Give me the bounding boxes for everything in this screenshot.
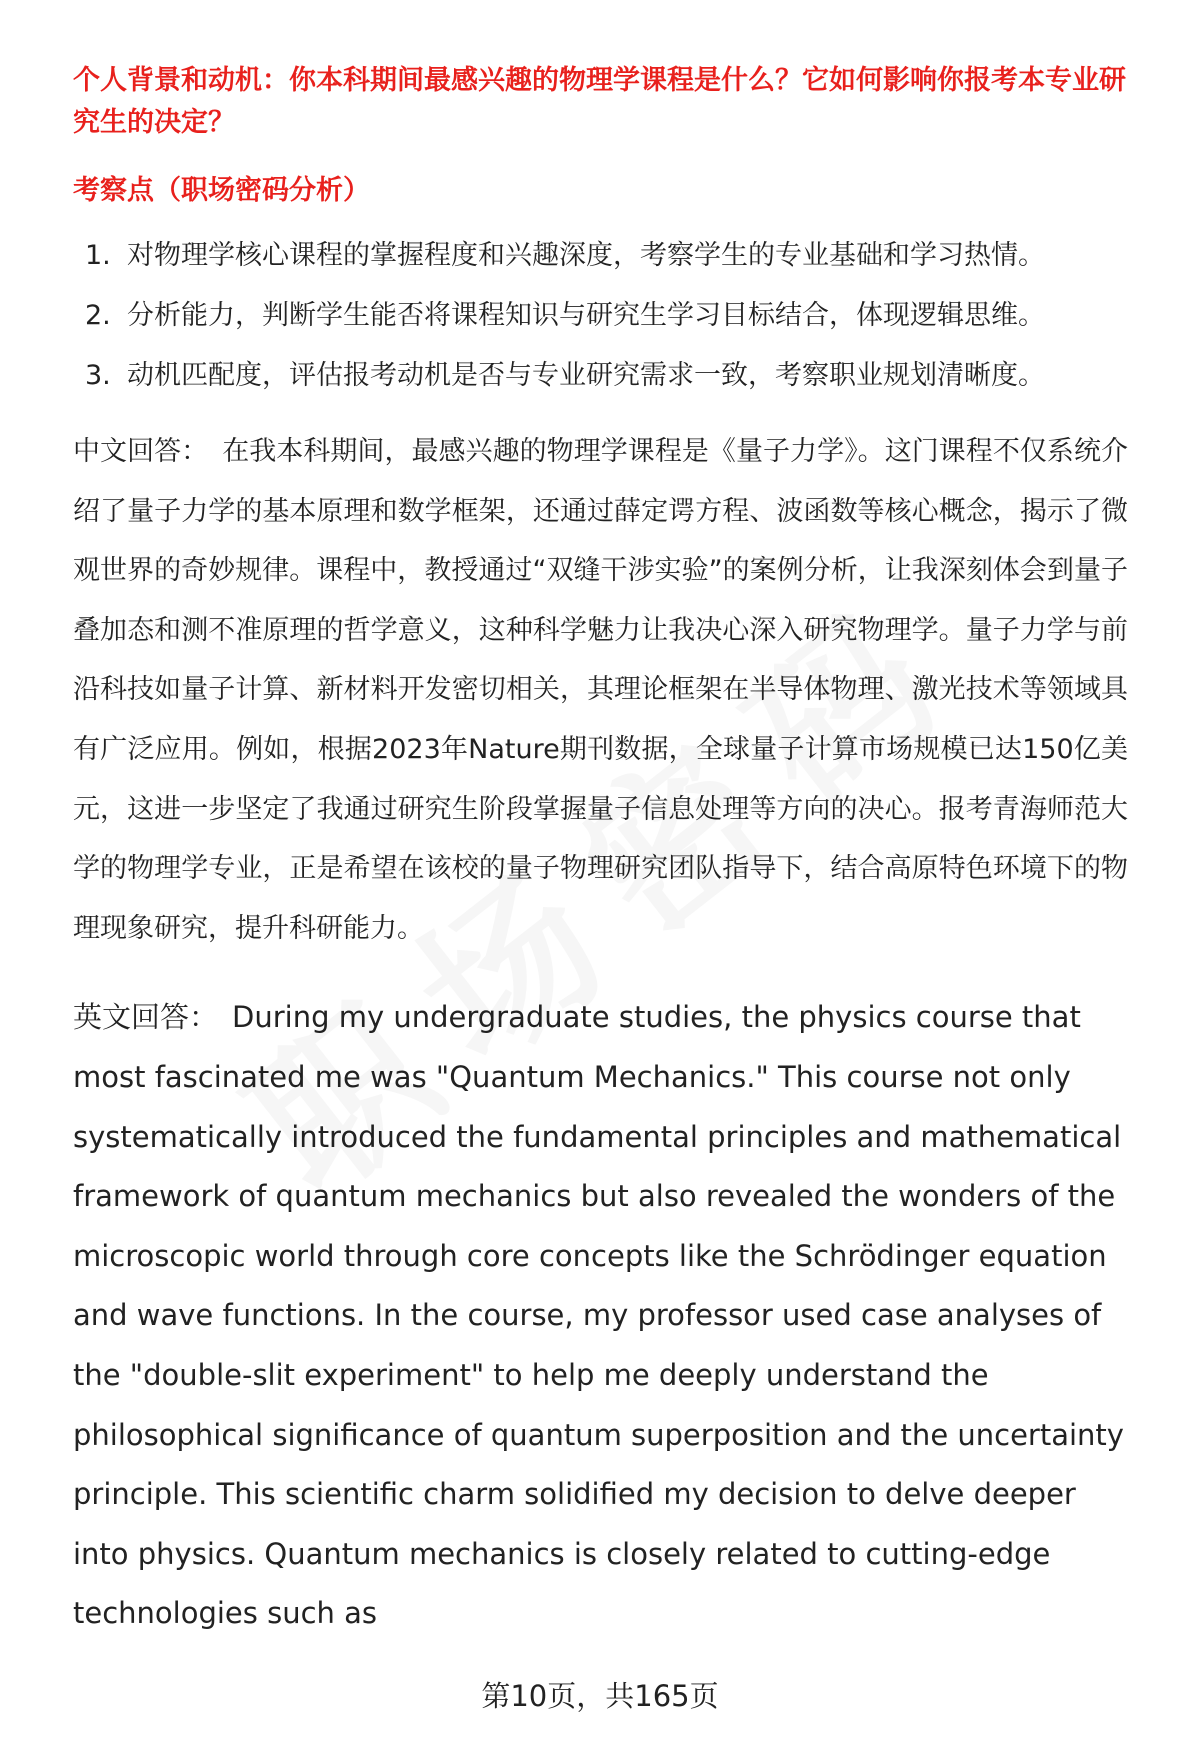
list-item-number: 1. — [85, 240, 111, 271]
assessment-points-list — [73, 234, 1128, 398]
list-item — [85, 234, 1128, 278]
list-item — [85, 354, 1128, 398]
chinese-answer — [73, 422, 1128, 958]
list-item-text: 对物理学核心课程的掌握程度和兴趣深度，考察学生的专业基础和学习热情。 — [127, 240, 1045, 271]
points-heading: 考察点（职场密码分析） — [73, 175, 370, 206]
english-answer-text: During my undergraduate studies, the physics course that most fascinated me was "Quantum Mechanics." This course not only systematically introduced the fundamental principles and mathematical framework of quantum mechanics but also revealed the wonders of the microscopic world through core concepts like the Schrödinger equation and wave functions. In the course, my professor used case analyses of the "double-slit experiment" to help me deeply understand the philosophical significance of quantum superposition and the uncertainty principle. This scientific charm solidified my decision to delve deeper into physics. Quantum mechanics is closely related to cutting-edge technologies such as — [73, 1000, 1124, 1631]
list-item-number: 3. — [85, 360, 111, 391]
list-item — [85, 294, 1128, 338]
question-heading: 个人背景和动机：你本科期间最感兴趣的物理学课程是什么？它如何影响你报考本专业研究生的决定？ — [73, 65, 1126, 138]
list-item-number: 2. — [85, 300, 111, 331]
chinese-answer-text: 在我本科期间，最感兴趣的物理学课程是《量子力学》。这门课程不仅系统介绍了量子力学的基本原理和数学框架，还通过薛定谔方程、波函数等核心概念，揭示了微观世界的奇妙规律。课程中，教授通过“双缝干涉实验”的案例分析，让我深刻体会到量子叠加态和测不准原理的哲学意义，这种科学魅力让我决心深入研究物理学。量子力学与前沿科技如量子计算、新材料开发密切相关，其理论框架在半导体物理、激光技术等领域具有广泛应用。例如，根据2023年Nature期刊数据，全球量子计算市场规模已达150亿美元，这进一步坚定了我通过研究生阶段掌握量子信息处理等方向的决心。报考青海师范大学的物理学专业，正是希望在该校的量子物理研究团队指导下，结合高原特色环境下的物理现象研究，提升科研能力。 — [73, 436, 1129, 944]
chinese-answer-label: 中文回答： — [73, 436, 209, 467]
list-item-text: 动机匹配度，评估报考动机是否与专业研究需求一致，考察职业规划清晰度。 — [127, 360, 1045, 391]
list-item-text: 分析能力，判断学生能否将课程知识与研究生学习目标结合，体现逻辑思维。 — [127, 300, 1045, 331]
english-answer — [73, 988, 1128, 1644]
english-answer-label: 英文回答： — [73, 1000, 219, 1035]
page-number-footer: 第10页，共165页 — [481, 1679, 719, 1713]
